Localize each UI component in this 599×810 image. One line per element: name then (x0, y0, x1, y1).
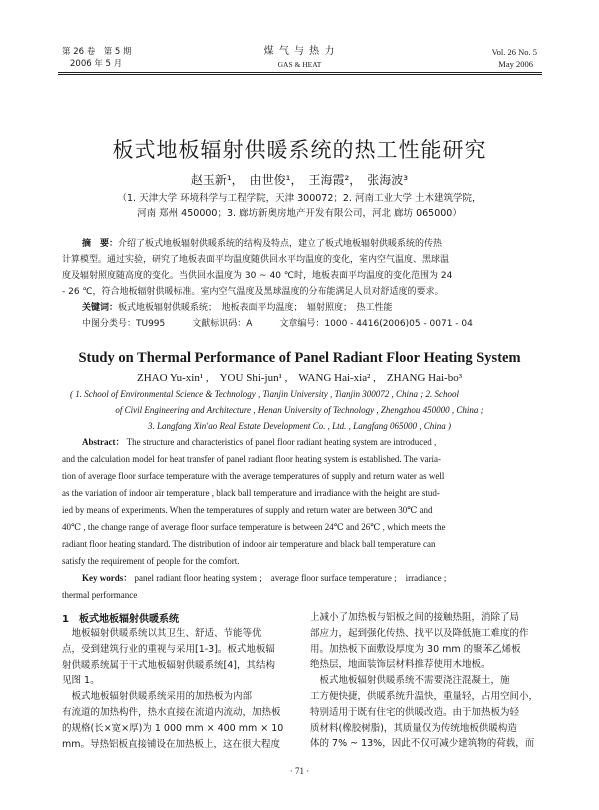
affiliation-en-line3: 3. Langfang Xin'ao Real Estate Development Co. , Ltd. , Langfang 065000 , China ) (148, 421, 451, 431)
left-col-line: 的规格(长×宽×厚)为 1 000 mm × 400 mm × 10 (62, 722, 284, 734)
affiliation-cn-line1: （1. 天津大学 环境科学与工程学院，天津 300072；2. 河南工业大学 土木建筑学院， (117, 193, 482, 204)
affiliation-en-line2: of Civil Engineering and Architecture , Henan University of Technology , Zhengzhou 450000 , China ; (115, 405, 484, 415)
keywords-en-line1: Key words： panel radiant floor heating system ; average floor surface temperature ; irradiance ; (82, 573, 447, 583)
section-1-heading: 1 板式地板辐射供暖系统 (62, 614, 179, 625)
abstract-cn-line3: 度及辐射照度随高度的变化。当供回水温度为 30 ~ 40 ℃时，地板表面平均温度的变化范围为 24 (62, 271, 453, 281)
right-col-line: 上减小了加热板与铝板之间的接触热阻，消除了局 (310, 612, 520, 623)
paper-title-en: Study on Thermal Performance of Panel Radiant Floor Heating System (78, 350, 521, 366)
right-column (310, 610, 542, 752)
abstract-cn-line4: - 26 ℃，符合地板辐射供暖标准。室内空气温度及黑球温度的分布能满足人员对舒适度的要求。 (62, 287, 444, 297)
keywords-cn: 关键词：板式地板辐射供暖系统； 地板表面平均温度； 辐射照度； 热工性能 (82, 303, 393, 313)
abstract-cn-line1: 摘 要：介绍了板式地板辐射供暖系统的结构及特点，建立了板式地板辐射供暖系统的传热 (82, 239, 443, 249)
keywords-en-line2: thermal performance (62, 590, 138, 600)
journal-volume-en: Vol. 26 No. 5 (491, 47, 537, 57)
right-col-line: 体的 7% ~ 13%，因此不仅可减少建筑物的荷载，而 (310, 738, 535, 750)
left-column (62, 626, 296, 752)
journal-date: 2006 年 5 月 (70, 59, 123, 69)
left-col-line: 板式地板辐射供暖系统采用的加热板为内部 (62, 691, 253, 703)
keywords-en-label: Key words： (82, 573, 133, 583)
abstract-en-line4: as the variation of indoor air temperature , black ball temperature and irradiance with the height are stud- (62, 488, 440, 498)
journal-date-en: May 2006 (498, 59, 533, 69)
abstract-en-line8: satisfy the requirement of people for the comfort. (62, 556, 240, 566)
page-number: · 71 · (289, 766, 310, 776)
left-col-line: 射供暖系统属于干式地板辐射供暖系统[4]，其结构 (62, 659, 275, 671)
abstract-en-line5: ied by means of experiments. When the temperatures of supply and return water are between 30℃ and (62, 505, 433, 515)
authors-cn: 赵玉新¹， 由世俊¹， 王海霞²， 张海波³ (190, 173, 409, 187)
left-col-line: 地板辐射供暖系统以其卫生、舒适、节能等优 (62, 628, 262, 639)
left-col-line: 点，受到建筑行业的重视与采用[1-3]。板式地板辐 (62, 643, 275, 655)
abstract-cn-label: 摘 要： (82, 239, 119, 249)
abstract-en-line6: 40℃ , the change range of average floor surface temperature is between 24℃ and 26℃ , which meets the (62, 522, 446, 532)
affiliation-en-line1: ( 1. School of Environmental Science & Technology , Tianjin University , Tianjin 300072 , China ; 2. School (70, 389, 460, 399)
abstract-en-line7: radiant floor heating standard. The distribution of indoor air temperature and black ball temperature can (62, 539, 436, 549)
left-col-line: 有流道的加热构件，热水直接在流道内流动，加热板 (62, 706, 281, 718)
abstract-cn-line2: 计算模型。通过实验，研究了地板表面平均温度随供回水平均温度的变化，室内空气温度、黑球温 (62, 255, 450, 265)
keywords-cn-label: 关键词： (82, 303, 119, 313)
abstract-en-line2: and the calculation model for heat transfer of panel radiant floor heating system is established. The varia- (62, 454, 441, 464)
journal-name-cn: 煤 气 与 热 力 (263, 46, 336, 57)
paper-title-cn: 板式地板辐射供暖系统的热工性能研究 (112, 138, 487, 162)
header-rule-top (58, 72, 542, 73)
right-col-line: 部应力，起到强化传热、找平以及降低施工难度的作 (310, 627, 529, 639)
header-rule-bottom (58, 74, 542, 75)
right-col-line: 用。加热板下面敷设厚度为 30 mm 的聚苯乙烯板 (310, 643, 521, 655)
left-col-line: 见图 1。 (62, 675, 100, 687)
right-col-line: 工方便快捷，供暖系统升温快，重量轻，占用空间小， (310, 690, 539, 702)
abstract-en-line3: tion of average floor surface temperature with the average temperatures of supply and return water as well (62, 471, 445, 481)
abstract-en-label: Abstract： (82, 437, 125, 447)
left-col-line: mm。导热铝板直接铺设在加热板上，这在很大程度 (62, 738, 281, 750)
right-col-line: 板式地板辐射供暖系统不需要浇注混凝土，施 (310, 675, 510, 687)
right-col-line: 绝热层，地面装饰层材料推荐使用木地板。 (310, 659, 491, 671)
right-col-line: 特别适用于既有住宅的供暖改造。由于加热板为轻 (310, 706, 520, 718)
right-col-line: 质材料(橡胶树脂)，其质量仅为传统地板供暖构造 (310, 722, 517, 734)
authors-en: ZHAO Yu-xin¹ , YOU Shi-jun¹ , WANG Hai-xia² , ZHANG Hai-bo³ (136, 372, 463, 384)
affiliation-cn-line2: 河南 郑州 450000；3. 廊坊新奥房地产开发有限公司，河北 廊坊 065000） (137, 208, 462, 219)
journal-name-en: GAS & HEAT (277, 60, 322, 69)
classification-cn: 中图分类号：TU995 文献标识码：A 文章编号：1000 - 4416(2006)05 - 0071 - 04 (82, 319, 473, 329)
abstract-en-line1: Abstract： The structure and characteristics of panel floor radiant heating system are introduced , (82, 437, 437, 447)
journal-volume-issue: 第 26 卷 第 5 期 (62, 47, 132, 57)
